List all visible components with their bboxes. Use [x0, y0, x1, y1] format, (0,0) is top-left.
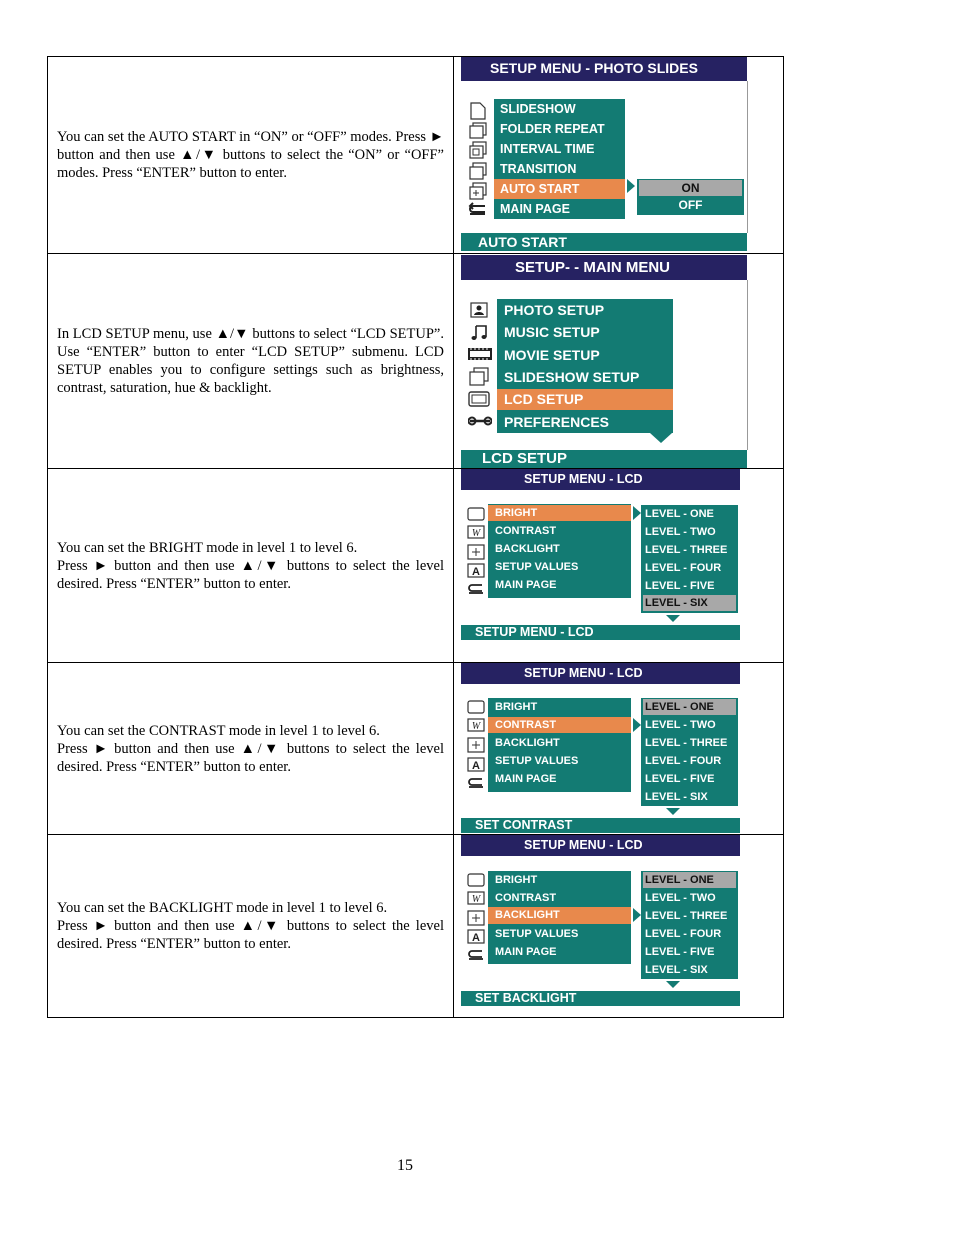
menu-item[interactable]: MAIN PAGE — [495, 773, 557, 785]
backlight-icon — [467, 544, 485, 560]
screenshot-cell — [454, 835, 784, 1018]
contrast-icon — [467, 891, 485, 905]
svg-text:W: W — [471, 894, 481, 905]
submenu-item-current[interactable]: ON — [639, 180, 742, 196]
menu-footer: SET CONTRAST — [461, 818, 740, 833]
menu-list — [497, 299, 673, 433]
description-text: In LCD SETUP menu, use ▲/▼ buttons to select “LCD SETUP”. Use “ENTER” button to enter “LCD SETUP” submenu. LCD SETUP enables you to configure settings such as brightness, contrast, saturation, hue & backlight. — [57, 326, 444, 396]
table-row — [48, 835, 784, 1018]
menu-item[interactable]: MAIN PAGE — [495, 579, 557, 591]
menu-footer: SET BACKLIGHT — [461, 991, 740, 1006]
menu-item[interactable]: SETUP VALUES — [495, 928, 579, 940]
menu-item[interactable]: SETUP VALUES — [495, 561, 579, 573]
submenu-item[interactable]: LEVEL - THREE — [645, 544, 728, 556]
auto-start-icon — [468, 182, 488, 200]
film-icon — [467, 346, 493, 362]
font-a-icon — [467, 929, 485, 944]
menu-title: SETUP MENU - PHOTO SLIDES — [461, 57, 747, 81]
menu-screenshot — [461, 469, 740, 641]
scroll-down-icon — [666, 808, 680, 815]
menu-item[interactable]: SLIDESHOW SETUP — [504, 369, 640, 385]
submenu-list — [641, 505, 738, 613]
menu-item[interactable]: SLIDESHOW — [500, 102, 576, 116]
menu-screenshot — [461, 57, 747, 251]
menu-item[interactable]: CONTRAST — [495, 525, 557, 537]
svg-text:A: A — [472, 566, 480, 578]
tools-icon — [468, 413, 492, 429]
page-icon — [469, 102, 487, 120]
svg-text:W: W — [471, 528, 481, 539]
menu-item[interactable]: MAIN PAGE — [495, 946, 557, 958]
submenu-arrow-icon — [633, 506, 641, 520]
table-row — [48, 663, 784, 835]
menu-title: SETUP MENU - LCD — [461, 663, 740, 684]
menu-list — [488, 871, 631, 964]
submenu-list — [641, 698, 738, 806]
svg-text:A: A — [472, 760, 480, 772]
description-cell — [48, 57, 454, 254]
backlight-icon — [467, 737, 485, 753]
submenu-item[interactable]: OFF — [678, 198, 703, 212]
submenu-item[interactable]: LEVEL - THREE — [645, 737, 728, 749]
submenu-arrow-icon — [633, 908, 641, 922]
description-line: Press ► button and then use ▲/▼ buttons to select the level desired. Press “ENTER” button to enter. — [57, 740, 444, 775]
menu-item-selected[interactable]: BACKLIGHT — [488, 907, 631, 924]
return-icon — [468, 202, 488, 218]
screenshot-cell — [454, 57, 784, 254]
menu-screenshot — [461, 254, 747, 468]
brightness-icon — [467, 507, 485, 521]
menu-item[interactable]: MUSIC SETUP — [504, 324, 600, 340]
scroll-down-icon — [666, 981, 680, 988]
description-text: You can set the AUTO START in “ON” or “OFF” modes. Press ► button and then use ▲/▼ buttons to select the “ON” or “OFF” modes. Press “ENTER” button to enter. — [57, 129, 444, 181]
menu-item[interactable]: TRANSITION — [500, 162, 577, 176]
return-icon — [467, 776, 485, 790]
table-row — [48, 57, 784, 254]
instruction-table — [47, 56, 784, 1018]
menu-title: SETUP MENU - LCD — [461, 835, 740, 856]
menu-item[interactable]: BRIGHT — [495, 874, 538, 886]
scroll-down-icon — [650, 433, 672, 443]
menu-item[interactable]: PREFERENCES — [504, 414, 610, 430]
menu-item[interactable]: CONTRAST — [495, 892, 557, 904]
menu-item[interactable]: MOVIE SETUP — [504, 347, 600, 363]
menu-item[interactable]: FOLDER REPEAT — [500, 122, 605, 136]
return-icon — [467, 948, 485, 962]
submenu-item[interactable]: LEVEL - FOUR — [645, 562, 722, 574]
font-a-icon — [467, 757, 485, 772]
transition-icon — [468, 162, 488, 180]
menu-item[interactable]: BRIGHT — [495, 701, 538, 713]
scroll-down-icon — [666, 615, 680, 622]
submenu-item[interactable]: LEVEL - TWO — [645, 719, 716, 731]
submenu-item[interactable]: LEVEL - FOUR — [645, 755, 722, 767]
person-icon — [469, 302, 489, 318]
submenu-arrow-icon — [627, 179, 635, 193]
contrast-icon — [467, 718, 485, 732]
submenu-item-current[interactable]: LEVEL - SIX — [643, 595, 736, 611]
menu-item[interactable]: PHOTO SETUP — [504, 302, 605, 318]
lcd-icon — [468, 391, 490, 407]
submenu-item[interactable]: LEVEL - TWO — [645, 892, 716, 904]
description-cell — [48, 469, 454, 663]
menu-footer: AUTO START — [461, 233, 747, 251]
menu-screenshot — [461, 835, 740, 1007]
brightness-icon — [467, 700, 485, 714]
submenu-item[interactable]: LEVEL - THREE — [645, 910, 728, 922]
menu-item[interactable]: BACKLIGHT — [495, 737, 560, 749]
menu-item[interactable]: INTERVAL TIME — [500, 142, 595, 156]
menu-title: SETUP- - MAIN MENU — [461, 255, 747, 280]
submenu-item[interactable]: LEVEL - SIX — [645, 791, 708, 803]
submenu-list — [637, 179, 744, 215]
submenu-item-current[interactable]: LEVEL - ONE — [643, 699, 736, 715]
contrast-icon — [467, 525, 485, 539]
table-row — [48, 254, 784, 469]
menu-item[interactable]: MAIN PAGE — [500, 202, 570, 216]
menu-item-selected[interactable]: CONTRAST — [488, 717, 631, 733]
description-line: You can set the BRIGHT mode in level 1 to level 6. — [57, 539, 358, 556]
description-line: You can set the CONTRAST mode in level 1 to level 6. — [57, 722, 380, 739]
brightness-icon — [467, 873, 485, 887]
menu-item[interactable]: SETUP VALUES — [495, 755, 579, 767]
svg-text:A: A — [472, 932, 480, 944]
svg-text:W: W — [471, 721, 481, 732]
music-note-icon — [469, 323, 489, 341]
menu-list — [488, 504, 631, 598]
submenu-item[interactable]: LEVEL - FOUR — [645, 928, 722, 940]
menu-list — [488, 698, 631, 792]
screenshot-cell — [454, 663, 784, 835]
screenshot-cell — [454, 254, 784, 469]
screenshot-cell — [454, 469, 784, 663]
menu-item[interactable]: BACKLIGHT — [495, 543, 560, 555]
page-number: 15 — [397, 1157, 413, 1174]
description-line: You can set the BACKLIGHT mode in level 1 to level 6. — [57, 900, 388, 916]
description-cell — [48, 835, 454, 1018]
menu-footer: SETUP MENU - LCD — [461, 625, 740, 640]
menu-title: SETUP MENU - LCD — [461, 469, 740, 490]
description-line: Press ► button and then use ▲/▼ buttons to select the level desired. Press “ENTER” button to enter. — [57, 557, 444, 592]
submenu-item[interactable]: LEVEL - TWO — [645, 526, 716, 538]
font-a-icon — [467, 563, 485, 578]
table-row — [48, 469, 784, 663]
submenu-item[interactable]: LEVEL - FIVE — [645, 580, 715, 592]
submenu-item[interactable]: LEVEL - FIVE — [645, 773, 715, 785]
slideshow-icon — [468, 367, 490, 387]
submenu-item[interactable]: LEVEL - SIX — [645, 964, 708, 976]
backlight-icon — [467, 910, 485, 926]
submenu-item[interactable]: LEVEL - FIVE — [645, 946, 715, 958]
menu-item-selected[interactable]: LCD SETUP — [497, 389, 673, 410]
description-cell — [48, 254, 454, 469]
interval-icon — [468, 141, 488, 159]
submenu-arrow-icon — [633, 718, 641, 732]
menu-item-selected[interactable]: BRIGHT — [488, 505, 631, 521]
menu-item-selected[interactable]: AUTO START — [494, 179, 625, 199]
description-cell — [48, 663, 454, 835]
menu-list — [494, 99, 625, 219]
menu-footer: LCD SETUP — [461, 450, 747, 468]
submenu-item-current[interactable]: LEVEL - ONE — [643, 872, 736, 888]
submenu-item[interactable]: LEVEL - ONE — [645, 508, 714, 520]
menu-screenshot — [461, 663, 740, 834]
return-icon — [467, 582, 485, 596]
submenu-list — [641, 871, 738, 979]
folder-repeat-icon — [468, 121, 488, 139]
description-line: Press ► button and then use ▲/▼ buttons to select the level desired. Press “ENTER” button to enter. — [57, 918, 444, 952]
